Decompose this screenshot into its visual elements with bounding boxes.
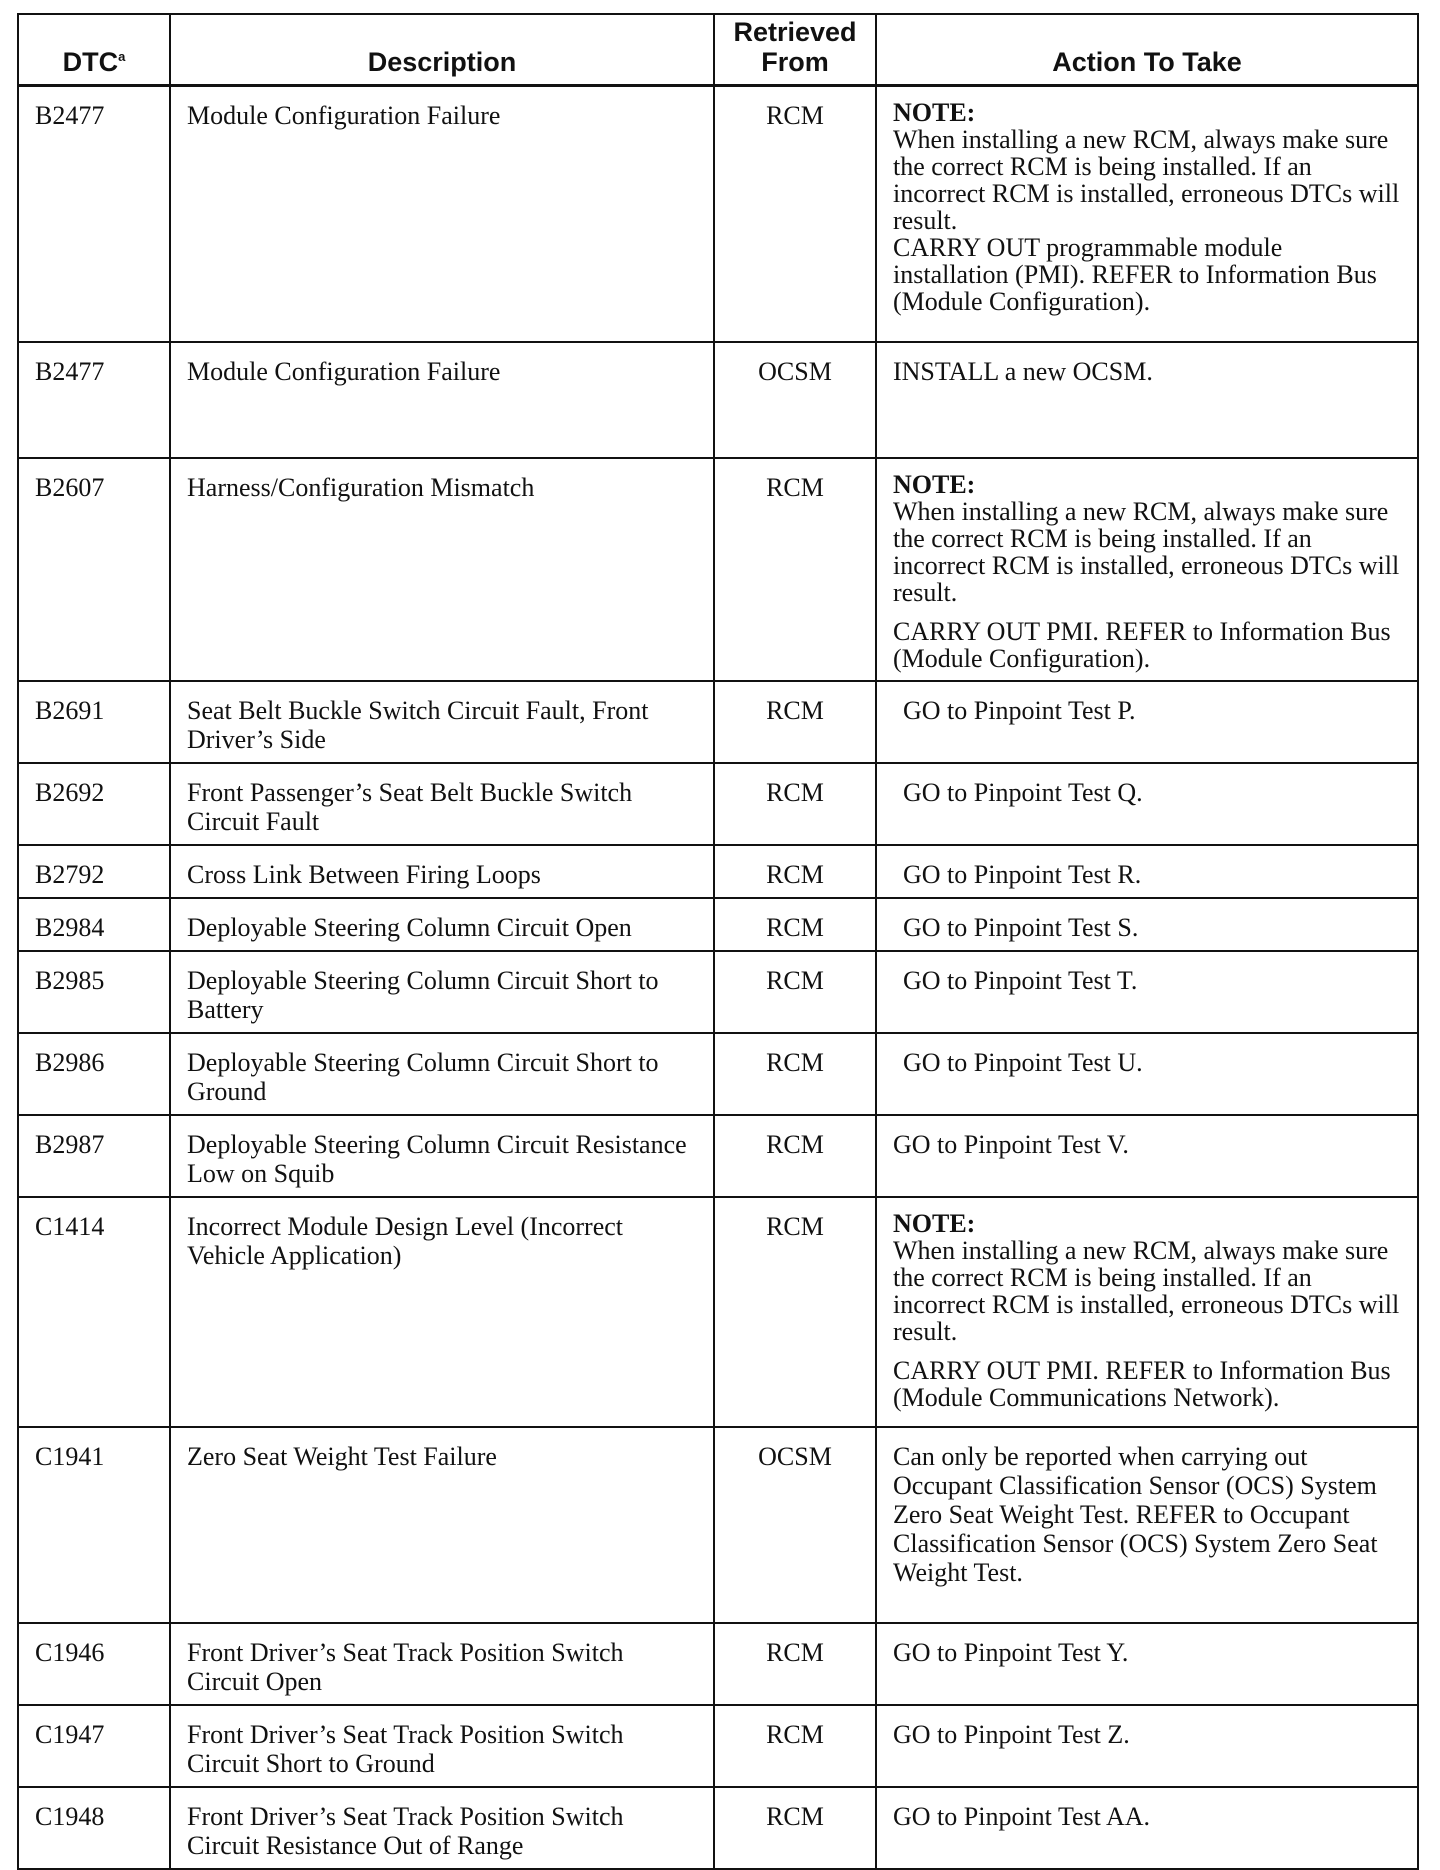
table-row <box>18 845 1418 898</box>
dtc-code: C1941 <box>18 1427 170 1623</box>
dtc-code: B2691 <box>18 681 170 763</box>
table-row <box>18 458 1418 681</box>
dtc-table-page <box>17 13 1417 1870</box>
dtc-footnote-marker: a <box>118 49 126 64</box>
table-row <box>18 681 1418 763</box>
table-row <box>18 763 1418 845</box>
retrieved-from: OCSM <box>714 342 876 458</box>
dtc-code: C1947 <box>18 1705 170 1787</box>
dtc-description: Deployable Steering Column Circuit Open <box>170 898 714 951</box>
retrieved-from: RCM <box>714 1115 876 1197</box>
header-retrieved-from: Retrieved From <box>714 14 876 86</box>
action-cell <box>876 86 1418 342</box>
action-text: GO to Pinpoint Test U. <box>876 1033 1418 1115</box>
table-row <box>18 1427 1418 1623</box>
retrieved-from: RCM <box>714 898 876 951</box>
dtc-code: C1414 <box>18 1197 170 1427</box>
retrieved-from: RCM <box>714 763 876 845</box>
dtc-description: Deployable Steering Column Circuit Short to Ground <box>170 1033 714 1115</box>
retrieved-from: RCM <box>714 845 876 898</box>
table-row <box>18 1115 1418 1197</box>
retrieved-from: RCM <box>714 1705 876 1787</box>
table-row <box>18 86 1418 342</box>
header-dtc: DTC$^a$ <box>18 14 170 86</box>
note-label: NOTE: <box>893 98 976 127</box>
dtc-code: B2792 <box>18 845 170 898</box>
dtc-code: C1948 <box>18 1787 170 1869</box>
note-label: NOTE: <box>893 1208 976 1238</box>
dtc-description: Cross Link Between Firing Loops <box>170 845 714 898</box>
note-text: When installing a new RCM, always make sure the correct RCM is being installed. If an incorrect RCM is installed, erroneous DTCs will result. <box>893 125 1400 235</box>
action-text: GO to Pinpoint Test P. <box>876 681 1418 763</box>
table-row <box>18 1033 1418 1115</box>
action-text: GO to Pinpoint Test S. <box>876 898 1418 951</box>
table-row <box>18 951 1418 1033</box>
dtc-code: B2986 <box>18 1033 170 1115</box>
action-text: GO to Pinpoint Test V. <box>876 1115 1418 1197</box>
table-row <box>18 898 1418 951</box>
retrieved-from: RCM <box>714 681 876 763</box>
table-row <box>18 342 1418 458</box>
action-text: Can only be reported when carrying out Occupant Classification Sensor (OCS) System Zero Seat Weight Test. REFER to Occupant Classification Sensor (OCS) System Zero Seat Weight Test. <box>876 1427 1418 1623</box>
dtc-description: Front Driver’s Seat Track Position Switch Circuit Short to Ground <box>170 1705 714 1787</box>
dtc-code: C1946 <box>18 1623 170 1705</box>
dtc-description: Front Driver’s Seat Track Position Switch Circuit Open <box>170 1623 714 1705</box>
dtc-code: B2984 <box>18 898 170 951</box>
retrieved-from: RCM <box>714 951 876 1033</box>
dtc-description: Seat Belt Buckle Switch Circuit Fault, Front Driver’s Side <box>170 681 714 763</box>
note-label: NOTE: <box>893 469 976 499</box>
dtc-description: Harness/Configuration Mismatch <box>170 458 714 681</box>
retrieved-from: RCM <box>714 1623 876 1705</box>
dtc-code: B2477 <box>18 86 170 342</box>
action-cell <box>876 458 1418 681</box>
note-text: When installing a new RCM, always make sure the correct RCM is being installed. If an incorrect RCM is installed, erroneous DTCs will result. <box>893 1235 1400 1346</box>
dtc-code: B2987 <box>18 1115 170 1197</box>
retrieved-from: RCM <box>714 86 876 342</box>
action-text: CARRY OUT PMI. REFER to Information Bus (Module Communications Network). <box>893 1355 1391 1412</box>
retrieved-from: RCM <box>714 458 876 681</box>
action-text: GO to Pinpoint Test AA. <box>876 1787 1418 1869</box>
action-text: CARRY OUT PMI. REFER to Information Bus (Module Configuration). <box>893 616 1391 673</box>
action-cell <box>876 1197 1418 1427</box>
retrieved-from: OCSM <box>714 1427 876 1623</box>
action-text: GO to Pinpoint Test Z. <box>876 1705 1418 1787</box>
dtc-code: B2985 <box>18 951 170 1033</box>
header-description: Description <box>170 14 714 86</box>
header-action: Action To Take <box>876 14 1418 86</box>
action-text: GO to Pinpoint Test Q. <box>876 763 1418 845</box>
action-text: GO to Pinpoint Test Y. <box>876 1623 1418 1705</box>
dtc-description: Zero Seat Weight Test Failure <box>170 1427 714 1623</box>
dtc-code: B2607 <box>18 458 170 681</box>
table-row <box>18 1705 1418 1787</box>
retrieved-from: RCM <box>714 1197 876 1427</box>
table-header-row <box>18 14 1418 86</box>
action-text: GO to Pinpoint Test T. <box>876 951 1418 1033</box>
action-text: INSTALL a new OCSM. <box>876 342 1418 458</box>
dtc-description: Module Configuration Failure <box>170 86 714 342</box>
dtc-code: B2692 <box>18 763 170 845</box>
dtc-description: Front Passenger’s Seat Belt Buckle Switch Circuit Fault <box>170 763 714 845</box>
dtc-table <box>17 13 1419 1870</box>
dtc-description: Module Configuration Failure <box>170 342 714 458</box>
table-row <box>18 1623 1418 1705</box>
note-text: When installing a new RCM, always make sure the correct RCM is being installed. If an incorrect RCM is installed, erroneous DTCs will result. <box>893 496 1400 607</box>
table-row <box>18 1197 1418 1427</box>
action-text: CARRY OUT programmable module installation (PMI). REFER to Information Bus (Module Configuration). <box>893 233 1377 316</box>
retrieved-from: RCM <box>714 1033 876 1115</box>
dtc-description: Incorrect Module Design Level (Incorrect Vehicle Application) <box>170 1197 714 1427</box>
retrieved-from: RCM <box>714 1787 876 1869</box>
dtc-code: B2477 <box>18 342 170 458</box>
action-text: GO to Pinpoint Test R. <box>876 845 1418 898</box>
dtc-description: Deployable Steering Column Circuit Resistance Low on Squib <box>170 1115 714 1197</box>
dtc-description: Front Driver’s Seat Track Position Switch Circuit Resistance Out of Range <box>170 1787 714 1869</box>
dtc-description: Deployable Steering Column Circuit Short to Battery <box>170 951 714 1033</box>
